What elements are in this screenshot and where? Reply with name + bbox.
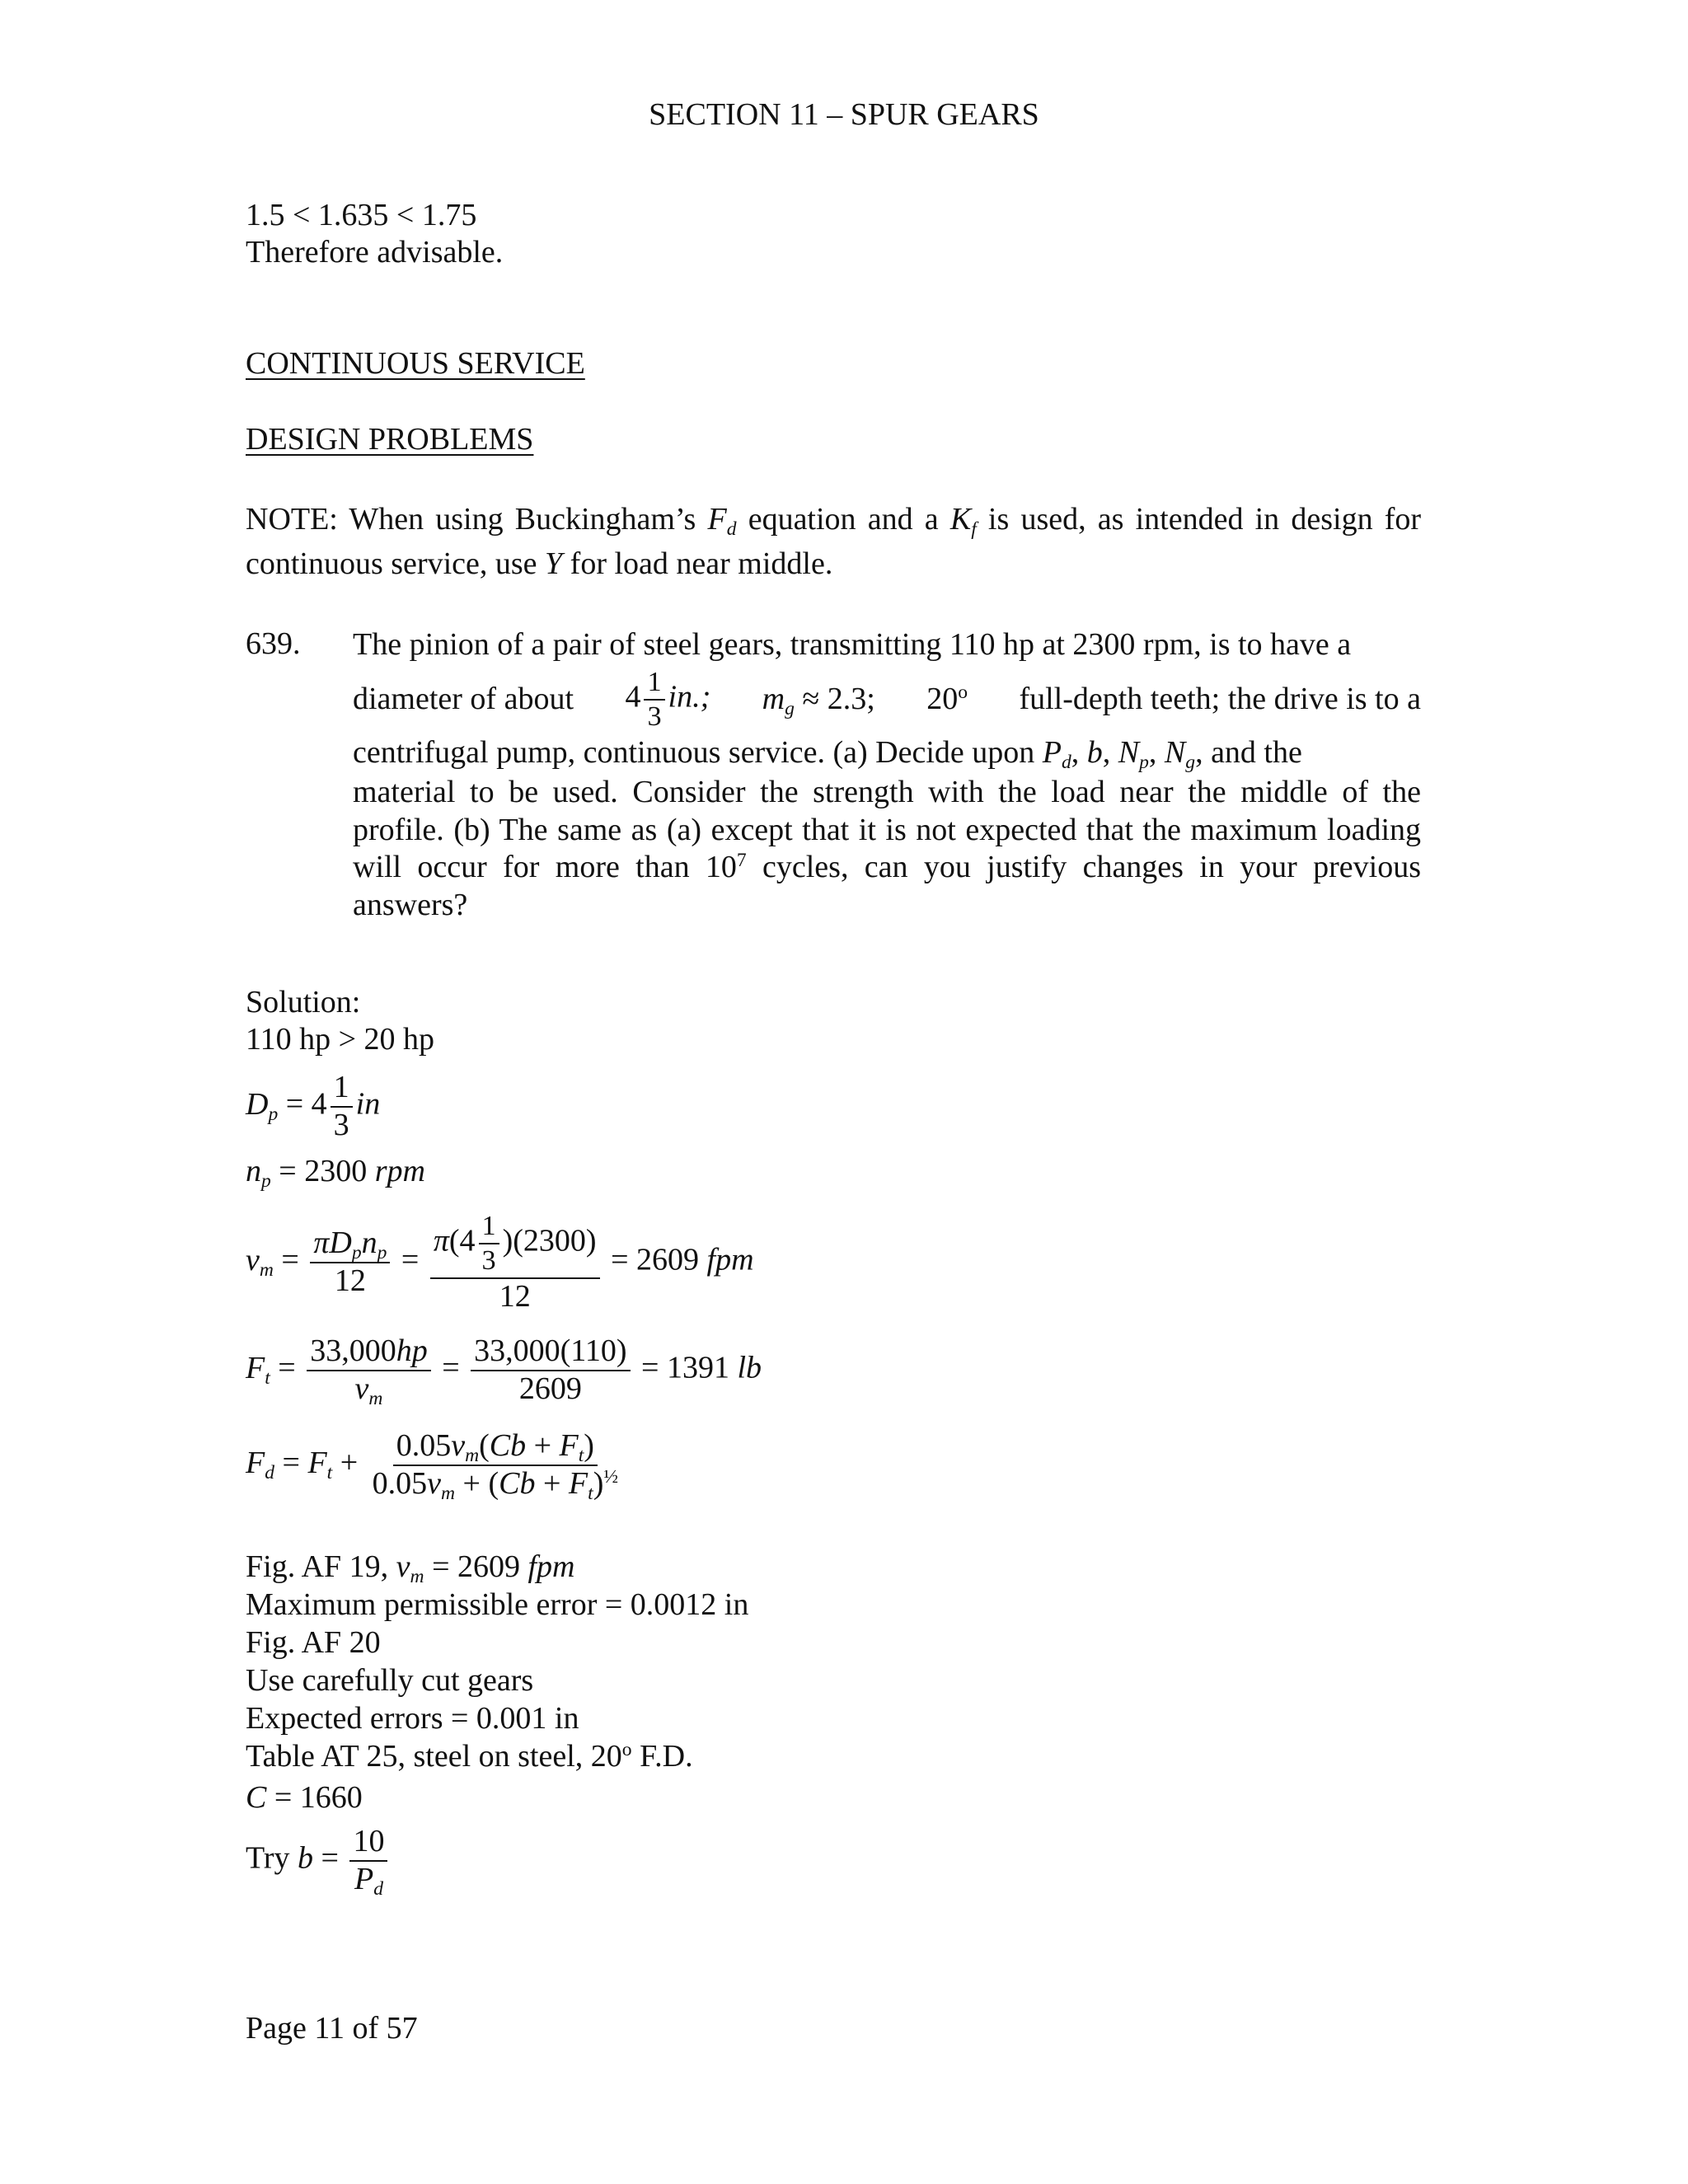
heading-continuous-service: CONTINUOUS SERVICE <box>246 346 585 381</box>
fig-af20-line: Fig. AF 20 <box>246 1625 381 1660</box>
expected-errors-line: Expected errors = 0.001 in <box>246 1701 579 1736</box>
problem-statement: The pinion of a pair of steel gears, transmitting 110 hp at 2300 rpm, is to have a diameter of about 4 $\frac{1}{3}$ in.; $m_g \approx 2.3$; 20$^o$ full-depth teeth; the drive is to a centrifugal pump, continuous service. (a) Decide upon $P_d$, b, $N_p$, $N_g$, and the material to be used. Consider the strength with the load near the middle of the profile. (b) The same as (a) except that it is not expected that the maximum loading will occur for more than $10^7$ cycles, can you justify changes in your previous answers? <box>353 627 1421 922</box>
gear-type-line: Use carefully cut gears <box>246 1663 534 1698</box>
pinion-speed-eq: $n_p = 2300$ rpm <box>246 1154 425 1193</box>
fig-af19-line: Fig. AF 19, $v_m = 2609$ fpm <box>246 1549 575 1588</box>
dynamic-load-eq: $F_d = F_t$ + $\frac{0.05v_m(Cb + F_t)}{0.05v_m + (Cb + F_t)^{\frac{1}{2}}}$ <box>246 1428 619 1504</box>
pinion-diameter-eq: $D_p = 4$ $\frac{1}{3}$ in <box>246 1070 381 1142</box>
tangential-force-eq: $F_t$ = $\frac{33,000hp}{v_m}$ = $\frac{33,000(110)}{2609}$ = 1391 lb <box>246 1333 762 1409</box>
page-footer: Page 11 of 57 <box>246 2011 418 2046</box>
c-value-text: = 1660 <box>266 1780 363 1815</box>
c-value-line: C = 1660 <box>246 1780 363 1815</box>
note-paragraph: NOTE: When using Buckingham’s $F_d$ equation and a $K_f$ is used, as intended in design for continuous service, use Y for load near middle. <box>246 502 1422 581</box>
pitch-velocity-eq: $v_m$ = $\frac{\pi D_pn_p}{12}$ = π(4 $\frac{1}{3}$ )(2300) 12 = 2609 fpm <box>246 1211 754 1314</box>
problem-number: 639. <box>246 626 301 661</box>
page-header: SECTION 11 – SPUR GEARS <box>649 97 1039 132</box>
heading-design-problems: DESIGN PROBLEMS <box>246 422 534 457</box>
hp-comparison: 110 hp > 20 hp <box>246 1022 435 1057</box>
max-error-line: Maximum permissible error = 0.0012 in <box>246 1587 749 1622</box>
inequality: 1.5 < 1.635 < 1.75 <box>246 198 477 232</box>
table-line: Table AT 25, steel on steel, 20$^o$ F.D. <box>246 1739 693 1774</box>
solution-label: Solution: <box>246 985 361 1019</box>
try-b-eq: Try b = $\frac{10}{P_d}$ <box>246 1825 391 1896</box>
conclusion: Therefore advisable. <box>246 235 504 269</box>
